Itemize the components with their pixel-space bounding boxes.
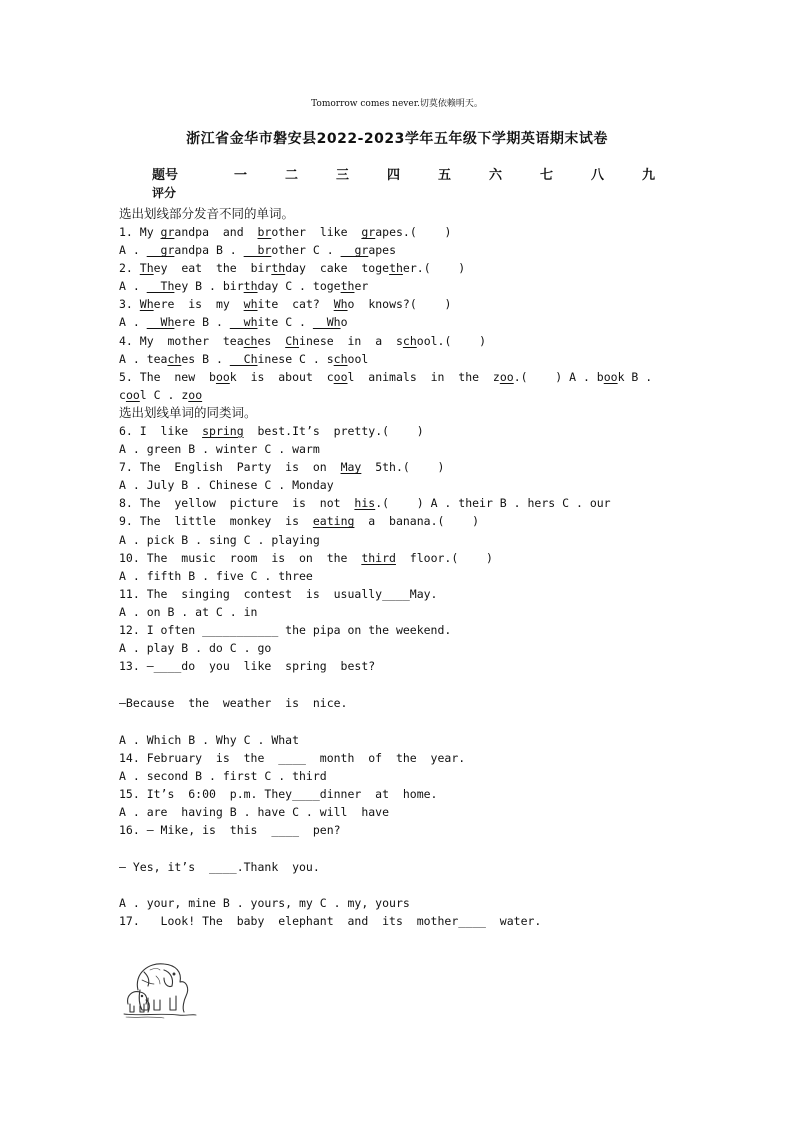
question-6-options: A . green B . winter C . warm: [119, 442, 320, 457]
question-10: 10. The music room is on the third floor.( ): [119, 550, 493, 565]
column-5: 五: [438, 168, 452, 183]
column-4: 四: [387, 168, 401, 183]
question-9-options: A . pick B . sing C . playing: [119, 532, 320, 547]
blank-line: [119, 839, 679, 858]
question-16-reply: — Yes, it’s ____.Thank you.: [119, 859, 320, 874]
elephant-illustration: [120, 950, 200, 1020]
question-13-reply: —Because the weather is nice.: [119, 695, 348, 710]
question-4: 4. My mother teaches Chinese in a school.( ): [119, 333, 487, 348]
question-14-options: A . second B . first C . third: [119, 768, 327, 783]
column-1: 一: [234, 168, 248, 183]
question-1: 1. My grandpa and brother like grapes.( ): [119, 225, 452, 239]
question-5: 5. The new book is about cool animals in the zoo.( ) A . book B .: [119, 369, 653, 384]
blank-line: [119, 712, 679, 731]
page-title: 浙江省金华市磐安县2022-2023学年五年级下学期英语期末试卷: [186, 131, 608, 147]
question-3-options: A . Where B . white C . Who: [119, 315, 348, 330]
question-2: 2. They eat the birthday cake together.( ): [119, 261, 466, 276]
column-6: 六: [489, 168, 503, 183]
column-9: 九: [642, 168, 656, 183]
column-2: 二: [285, 168, 299, 183]
column-8: 八: [591, 168, 605, 183]
question-13-options: A . Which B . Why C . What: [119, 732, 300, 747]
question-10-options: A . fifth B . five C . three: [119, 568, 313, 583]
question-16: 16. — Mike, is this ____ pen?: [119, 823, 341, 837]
question-5-options-continued: cool C . zoo: [119, 387, 203, 402]
column-3: 三: [336, 168, 350, 183]
page-motto: Tomorrow comes never.切莫依赖明天。: [311, 99, 483, 109]
question-9: 9. The little monkey is eating a banana.( ): [119, 514, 480, 529]
question-2-options: A . They B . birthday C . together: [119, 279, 369, 294]
column-7: 七: [540, 168, 554, 183]
question-13: 13. —____do you like spring best?: [119, 659, 376, 674]
blank-line: [119, 675, 679, 694]
question-7-options: A . July B . Chinese C . Monday: [119, 478, 334, 493]
question-6: 6. I like spring best.It’s pretty.( ): [119, 423, 424, 438]
section-1-heading: 选出划线部分发音不同的单词。: [119, 206, 295, 221]
question-14: 14. February is the ____ month of the year.: [119, 750, 466, 765]
question-15-options: A . are having B . have C . will have: [119, 804, 390, 819]
question-8: 8. The yellow picture is not his.( ) A . their B . hers C . our: [119, 496, 611, 511]
question-17: 17. Look! The baby elephant and its mother____ water.: [119, 914, 542, 929]
question-4-options: A . teaches B . Chinese C . school: [119, 351, 369, 366]
question-16-options: A . your, mine B . yours, my C . my, yours: [119, 896, 410, 911]
question-7: 7. The English Party is on May 5th.( ): [119, 460, 445, 475]
question-list: [119, 205, 679, 931]
question-3: 3. Where is my white cat? Who knows?( ): [119, 297, 452, 312]
question-1-options: A . grandpa B . brother C . grapes: [119, 243, 397, 258]
question-12: 12. I often ___________ the pipa on the weekend.: [119, 622, 452, 637]
section-2-heading: 选出划线单词的同类词。: [119, 404, 257, 420]
question-number-label: 题号: [152, 168, 179, 183]
question-11: 11. The singing contest is usually____May.: [119, 586, 438, 601]
blank-line: [119, 876, 679, 895]
question-12-options: A . play B . do C . go: [119, 641, 272, 656]
question-11-options: A . on B . at C . in: [119, 604, 258, 619]
question-15: 15. It’s 6:00 p.m. They____dinner at home.: [119, 786, 438, 801]
score-label: 评分: [152, 186, 177, 200]
